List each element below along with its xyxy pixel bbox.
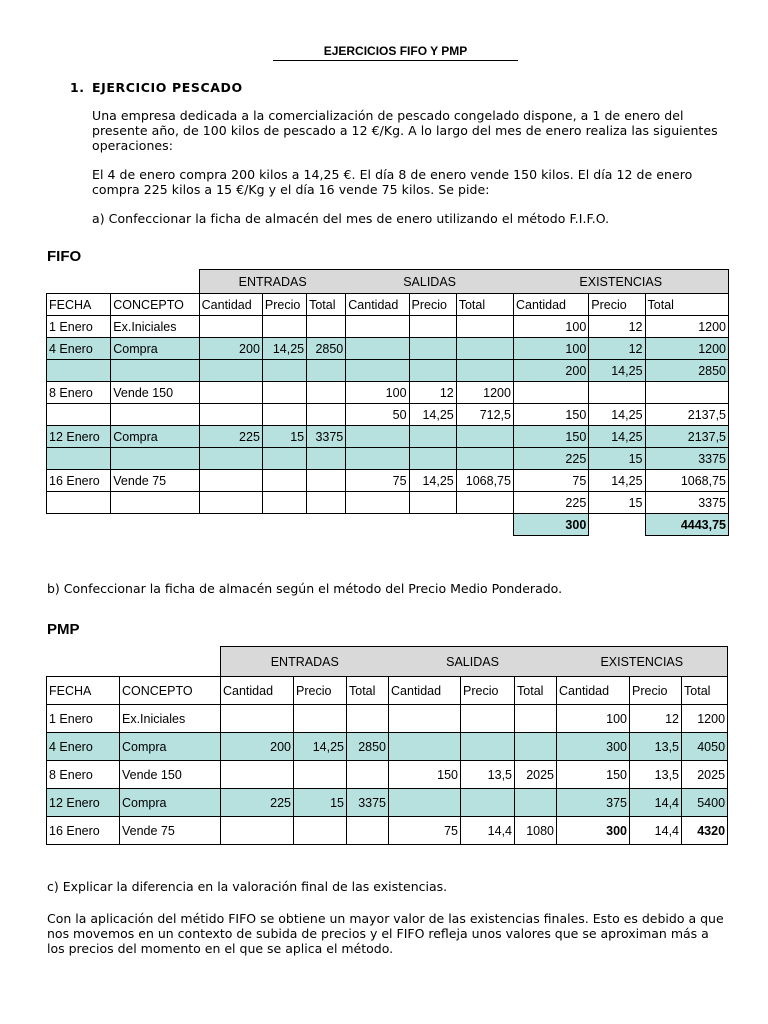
pmp-table [46, 646, 728, 845]
column-header: FECHA [47, 677, 120, 705]
table-row [47, 382, 729, 404]
table-row [47, 404, 729, 426]
table-row [47, 470, 729, 492]
table-cell: Compra [111, 338, 199, 360]
table-cell: Compra [120, 789, 221, 817]
table-cell: 4 Enero [47, 338, 111, 360]
column-header: Cantidad [557, 677, 630, 705]
table-cell: 14,25 [589, 426, 645, 448]
table-cell: 150 [389, 761, 461, 789]
table-cell: 75 [513, 470, 588, 492]
column-header: CONCEPTO [111, 294, 199, 316]
question-c: c) Explicar la diferencia en la valoración final de las existencias. [47, 879, 448, 894]
group-existencias: EXISTENCIAS [557, 647, 728, 677]
column-header: Cantidad [389, 677, 461, 705]
column-header: Total [682, 677, 728, 705]
table-cell: 1 Enero [47, 705, 120, 733]
table-cell: 14,25 [589, 360, 645, 382]
table-cell [409, 448, 456, 470]
table-row [47, 448, 729, 470]
table-row [47, 705, 728, 733]
table-cell [111, 448, 199, 470]
table-cell [307, 360, 346, 382]
group-salidas: SALIDAS [346, 270, 514, 294]
column-header: Precio [589, 294, 645, 316]
table-row [47, 817, 728, 845]
answer-c: Con la aplicación del métido FIFO se obtiene un mayor valor de las existencias finales. Esto es debido a que nos movemos en un contexto de subida de precios y el FIFO refleja unos valores que se aproximan más a los precios del momento en el que se aplica el método. [47, 911, 724, 956]
table-cell [199, 360, 262, 382]
table-cell: 1200 [456, 382, 513, 404]
empty-cell [409, 514, 456, 536]
table-cell: 225 [199, 426, 262, 448]
table-cell [307, 492, 346, 514]
empty-cell [589, 514, 645, 536]
table-cell [47, 448, 111, 470]
section-heading [70, 80, 243, 95]
table-cell [409, 492, 456, 514]
total-value: 4443,75 [645, 514, 728, 536]
table-cell: Vende 150 [120, 761, 221, 789]
table-cell [346, 316, 409, 338]
table-cell: 100 [557, 705, 630, 733]
table-cell: 12 [630, 705, 682, 733]
table-cell [199, 448, 262, 470]
table-cell [221, 705, 294, 733]
table-cell [262, 316, 306, 338]
operations-paragraph: El 4 de enero compra 200 kilos a 14,25 €. El día 8 de enero vende 150 kilos. El día 12 de enero compra 225 kilos a 15 €/Kg y el día 16 vende 75 kilos. Se pide: [92, 167, 693, 197]
table-cell [262, 382, 306, 404]
table-cell [346, 426, 409, 448]
table-cell: 1200 [645, 316, 728, 338]
empty-cell [307, 514, 346, 536]
table-cell [456, 338, 513, 360]
table-cell [262, 492, 306, 514]
table-cell [346, 360, 409, 382]
table-cell [409, 338, 456, 360]
table-cell [221, 761, 294, 789]
empty-cell [111, 514, 199, 536]
table-cell [307, 448, 346, 470]
table-cell [221, 817, 294, 845]
table-cell [47, 360, 111, 382]
table-row [47, 733, 728, 761]
table-cell: 2850 [645, 360, 728, 382]
table-cell: 225 [513, 492, 588, 514]
table-cell: Compra [120, 733, 221, 761]
table-cell: 16 Enero [47, 470, 111, 492]
table-cell: 8 Enero [47, 382, 111, 404]
table-row [47, 492, 729, 514]
table-cell [513, 382, 588, 404]
table-cell: 4050 [682, 733, 728, 761]
table-cell: Ex.Iniciales [120, 705, 221, 733]
table-cell: 100 [513, 316, 588, 338]
table-cell: Vende 150 [111, 382, 199, 404]
empty-cell [346, 514, 409, 536]
table-cell: 225 [221, 789, 294, 817]
table-cell: 14,25 [409, 404, 456, 426]
section-title: EJERCICIO PESCADO [92, 80, 243, 95]
table-cell [199, 492, 262, 514]
table-cell [294, 817, 347, 845]
table-cell [456, 360, 513, 382]
table-cell: 1068,75 [456, 470, 513, 492]
table-cell: 15 [294, 789, 347, 817]
column-header: Precio [262, 294, 306, 316]
table-cell: 14,25 [409, 470, 456, 492]
table-cell: 300 [557, 817, 630, 845]
column-header: Precio [461, 677, 515, 705]
table-cell [199, 470, 262, 492]
document-title: EJERCICIOS FIFO Y PMP [273, 44, 518, 61]
table-cell [515, 789, 557, 817]
table-cell: 14,4 [630, 789, 682, 817]
table-cell: 712,5 [456, 404, 513, 426]
table-row [47, 789, 728, 817]
empty-cell [47, 514, 111, 536]
fifo-table [46, 269, 729, 536]
table-cell: 3375 [645, 492, 728, 514]
table-cell: 12 [589, 316, 645, 338]
table-cell: 12 Enero [47, 789, 120, 817]
table-cell: 75 [389, 817, 461, 845]
empty-cell [199, 514, 262, 536]
table-cell: 225 [513, 448, 588, 470]
column-header: Precio [630, 677, 682, 705]
table-cell: 2025 [515, 761, 557, 789]
table-cell [461, 789, 515, 817]
table-cell [294, 705, 347, 733]
table-cell [346, 492, 409, 514]
table-cell [347, 817, 389, 845]
table-cell: Ex.Iniciales [111, 316, 199, 338]
table-cell [409, 316, 456, 338]
table-cell: 14,4 [630, 817, 682, 845]
table-cell: 3375 [645, 448, 728, 470]
table-cell: 13,5 [630, 733, 682, 761]
table-cell: 13,5 [461, 761, 515, 789]
table-cell [589, 382, 645, 404]
table-cell: 4320 [682, 817, 728, 845]
table-cell: 3375 [307, 426, 346, 448]
column-header: Cantidad [346, 294, 409, 316]
table-cell: 300 [557, 733, 630, 761]
table-cell [409, 426, 456, 448]
empty-cell [262, 514, 306, 536]
column-header: Total [456, 294, 513, 316]
group-entradas: ENTRADAS [199, 270, 346, 294]
table-cell [456, 426, 513, 448]
table-cell [262, 470, 306, 492]
column-header: Cantidad [221, 677, 294, 705]
table-cell [307, 316, 346, 338]
table-cell: 200 [221, 733, 294, 761]
table-row [47, 338, 729, 360]
table-cell: 2025 [682, 761, 728, 789]
empty-cell [456, 514, 513, 536]
table-cell [47, 404, 111, 426]
intro-paragraph: Una empresa dedicada a la comercialización de pescado congelado dispone, a 1 de enero del presente año, de 100 kilos de pescado a 12 €/Kg. A lo largo del mes de enero realiza las siguientes operaciones: [92, 108, 718, 153]
table-cell: 150 [513, 404, 588, 426]
table-cell: Compra [111, 426, 199, 448]
column-header: Precio [409, 294, 456, 316]
table-cell [389, 733, 461, 761]
table-cell: 12 [409, 382, 456, 404]
column-header: Total [645, 294, 728, 316]
table-cell [409, 360, 456, 382]
table-cell: 150 [557, 761, 630, 789]
totals-row [47, 514, 729, 536]
question-a: a) Confeccionar la ficha de almacén del mes de enero utilizando el método F.I.F.O. [92, 211, 610, 226]
table-cell: 200 [199, 338, 262, 360]
table-cell: 2137,5 [645, 426, 728, 448]
column-header-row [47, 294, 729, 316]
table-cell: 50 [346, 404, 409, 426]
table-cell [347, 761, 389, 789]
column-header-row [47, 677, 728, 705]
table-row [47, 426, 729, 448]
table-row [47, 761, 728, 789]
table-cell: 1080 [515, 817, 557, 845]
column-header: Total [307, 294, 346, 316]
table-cell: 1200 [682, 705, 728, 733]
table-cell: 12 Enero [47, 426, 111, 448]
column-header: Cantidad [199, 294, 262, 316]
group-header-row [47, 647, 728, 677]
table-cell: 1 Enero [47, 316, 111, 338]
column-header: CONCEPTO [120, 677, 221, 705]
table-cell [515, 733, 557, 761]
table-cell: 375 [557, 789, 630, 817]
table-cell [111, 404, 199, 426]
group-existencias: EXISTENCIAS [513, 270, 728, 294]
table-cell [307, 404, 346, 426]
table-cell: 100 [346, 382, 409, 404]
table-cell [515, 705, 557, 733]
table-cell [111, 492, 199, 514]
table-cell [262, 404, 306, 426]
table-cell: 12 [589, 338, 645, 360]
table-cell: 8 Enero [47, 761, 120, 789]
table-cell: 14,25 [589, 404, 645, 426]
table-cell: Vende 75 [120, 817, 221, 845]
table-cell [456, 316, 513, 338]
table-cell [262, 360, 306, 382]
total-quantity: 300 [513, 514, 588, 536]
table-cell: 3375 [347, 789, 389, 817]
table-cell: Vende 75 [111, 470, 199, 492]
table-cell: 200 [513, 360, 588, 382]
table-cell: 100 [513, 338, 588, 360]
table-cell [307, 470, 346, 492]
table-cell: 15 [589, 492, 645, 514]
table-cell [47, 492, 111, 514]
table-cell: 14,25 [589, 470, 645, 492]
table-cell: 5400 [682, 789, 728, 817]
table-cell: 15 [262, 426, 306, 448]
table-cell [199, 382, 262, 404]
table-cell: 16 Enero [47, 817, 120, 845]
table-cell [456, 492, 513, 514]
table-cell [456, 448, 513, 470]
table-cell [645, 382, 728, 404]
table-cell [346, 338, 409, 360]
table-cell [461, 733, 515, 761]
fifo-heading: FIFO [47, 248, 82, 265]
table-cell: 2850 [307, 338, 346, 360]
table-cell [199, 316, 262, 338]
column-header: FECHA [47, 294, 111, 316]
table-cell: 13,5 [630, 761, 682, 789]
pmp-heading: PMP [47, 621, 80, 638]
table-cell [346, 448, 409, 470]
table-cell [347, 705, 389, 733]
table-cell: 4 Enero [47, 733, 120, 761]
table-row [47, 316, 729, 338]
column-header: Total [515, 677, 557, 705]
table-cell: 15 [589, 448, 645, 470]
table-cell [111, 360, 199, 382]
column-header: Total [347, 677, 389, 705]
table-cell [461, 705, 515, 733]
table-cell: 2137,5 [645, 404, 728, 426]
group-header-row [47, 270, 729, 294]
question-b: b) Confeccionar la ficha de almacén según el método del Precio Medio Ponderado. [47, 581, 563, 596]
table-cell: 75 [346, 470, 409, 492]
table-cell: 1068,75 [645, 470, 728, 492]
table-cell [262, 448, 306, 470]
table-cell [389, 789, 461, 817]
table-cell: 14,25 [294, 733, 347, 761]
table-cell: 150 [513, 426, 588, 448]
table-cell: 2850 [347, 733, 389, 761]
table-cell [294, 761, 347, 789]
table-cell [199, 404, 262, 426]
table-row [47, 360, 729, 382]
table-cell: 1200 [645, 338, 728, 360]
section-number: 1. [70, 80, 85, 95]
table-cell [307, 382, 346, 404]
table-cell [389, 705, 461, 733]
group-salidas: SALIDAS [389, 647, 557, 677]
group-entradas: ENTRADAS [221, 647, 389, 677]
column-header: Cantidad [513, 294, 588, 316]
table-cell: 14,25 [262, 338, 306, 360]
table-cell: 14,4 [461, 817, 515, 845]
column-header: Precio [294, 677, 347, 705]
